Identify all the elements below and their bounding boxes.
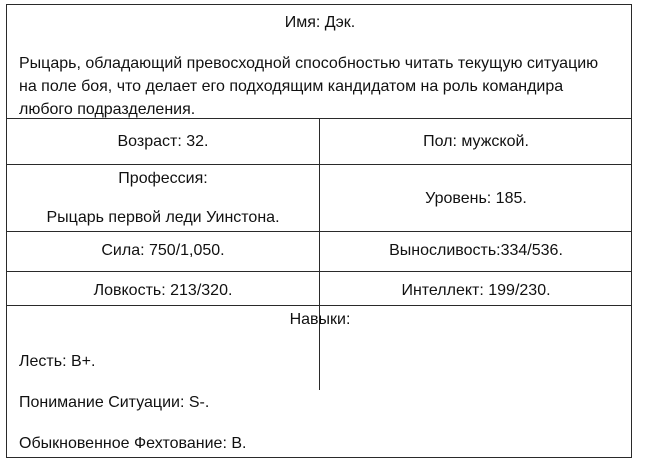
skill-item: Понимание Ситуации: S-. bbox=[19, 394, 210, 411]
skills-header: Навыки: bbox=[289, 311, 351, 328]
profession-label: Профессия: bbox=[118, 170, 208, 187]
row-divider bbox=[7, 231, 631, 232]
skill-item: Обыкновенное Фехтование: B. bbox=[19, 435, 247, 452]
level-cell: Уровень: 185. bbox=[425, 190, 527, 207]
age-cell: Возраст: 32. bbox=[117, 133, 209, 150]
skill-item: Лесть: B+. bbox=[19, 353, 96, 370]
gender-cell: Пол: мужской. bbox=[423, 133, 529, 150]
intellect-cell: Интеллект: 199/230. bbox=[401, 282, 551, 299]
stamina-cell: Выносливость:334/536. bbox=[389, 242, 563, 259]
row-divider bbox=[7, 271, 631, 272]
agility-cell: Ловкость: 213/320. bbox=[93, 282, 233, 299]
profession-value: Рыцарь первой леди Уинстона. bbox=[46, 209, 280, 226]
character-description: Рыцарь, обладающий превосходной способностью читать текущую ситуацию на поле боя, что делает его подходящим кандидатом на роль командира любого подразделения. bbox=[19, 55, 599, 118]
row-divider bbox=[7, 305, 631, 306]
character-sheet-table bbox=[6, 4, 632, 458]
strength-cell: Сила: 750/1,050. bbox=[101, 242, 225, 259]
character-name: Имя: Дэк. bbox=[284, 14, 356, 31]
row-divider bbox=[7, 164, 631, 165]
